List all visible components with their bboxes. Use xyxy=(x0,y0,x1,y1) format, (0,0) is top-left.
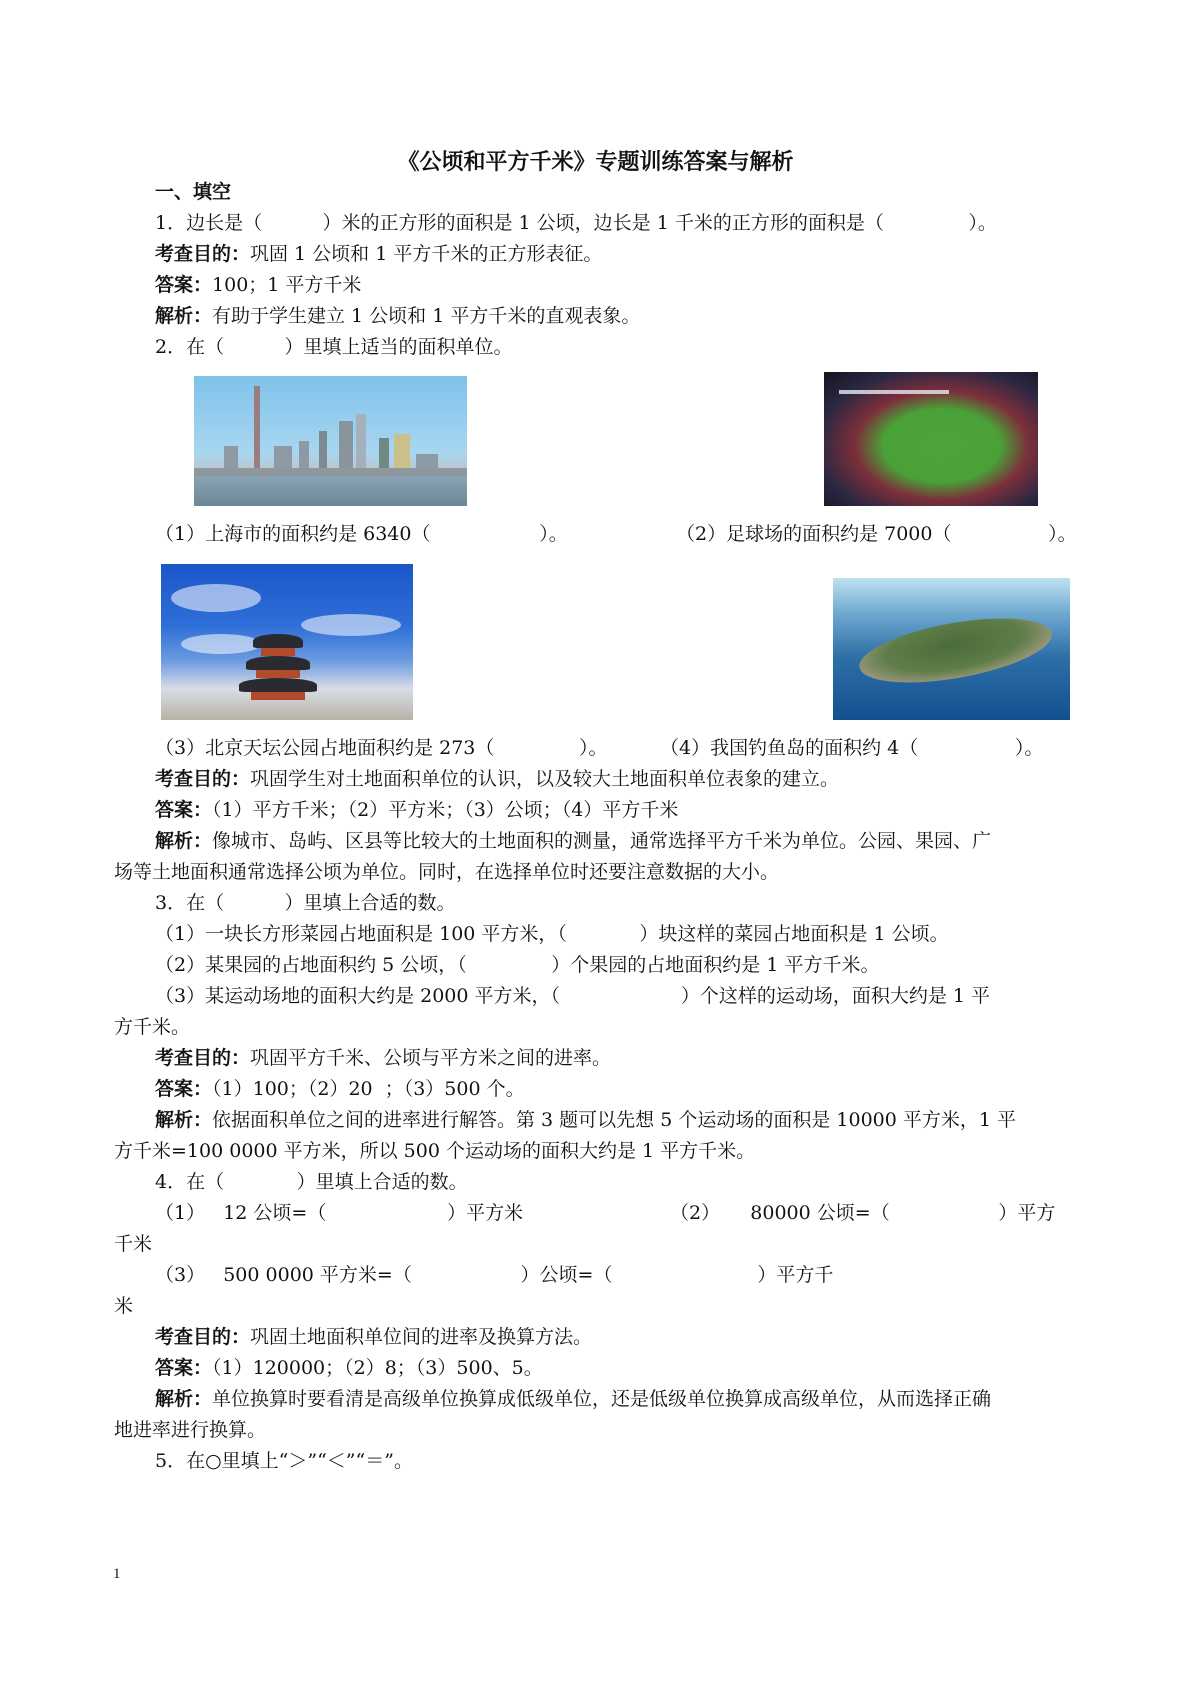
q3-item-3-cont: 方千米。 xyxy=(114,1016,191,1038)
q4-item-2-cont: 千米 xyxy=(114,1233,153,1255)
q4-analysis-cont: 地进率进行换算。 xyxy=(114,1419,267,1441)
q4-answer: 答案：（1）120000；（2）8；（3）500、5。 xyxy=(155,1357,543,1379)
q2-question: 2．在（ ）里填上适当的面积单位。 xyxy=(155,336,513,358)
document-title: 《公顷和平方千米》专题训练答案与解析 xyxy=(397,150,794,175)
q2-item-1: （1）上海市的面积约是 6340（ ）。 xyxy=(155,523,568,545)
q3-analysis: 解析：依据面积单位之间的进率进行解答。第 3 题可以先想 5 个运动场的面积是 10000 平方米，1 平 xyxy=(155,1109,1017,1131)
q4-purpose: 考查目的：巩固土地面积单位间的进率及换算方法。 xyxy=(155,1326,593,1348)
q3-question: 3．在（ ）里填上合适的数。 xyxy=(155,892,456,914)
temple-of-heaven-image xyxy=(161,564,413,720)
q1-question: 1．边长是（ ）米的正方形的面积是 1 公顷，边长是 1 千米的正方形的面积是（ ）。 xyxy=(155,212,997,234)
q4-item-1: （1） 12 公顷=（ ）平方米 xyxy=(155,1202,524,1224)
q2-analysis-cont: 场等土地面积通常选择公顷为单位。同时，在选择单位时还要注意数据的大小。 xyxy=(114,861,780,883)
football-stadium-image xyxy=(824,372,1038,506)
section-heading: 一、填空 xyxy=(155,181,232,203)
page-number: 1 xyxy=(113,1566,121,1582)
purpose-label: 考查目的： xyxy=(155,243,251,265)
q2-item-4: （4）我国钓鱼岛的面积约 4（ ）。 xyxy=(660,737,1044,759)
q2-purpose: 考查目的：巩固学生对土地面积单位的认识，以及较大土地面积单位表象的建立。 xyxy=(155,768,840,790)
q1-answer: 答案：100；1 平方千米 xyxy=(155,274,362,296)
q2-answer: 答案：（1）平方千米；（2）平方米；（3）公顷；（4）平方千米 xyxy=(155,799,679,821)
q4-item-2: （2） 80000 公顷=（ ）平方 xyxy=(670,1202,1056,1224)
q4-item-3: （3） 500 0000 平方米=（ ）公顷=（ ）平方千 xyxy=(155,1264,834,1286)
q3-analysis-cont: 方千米=100 0000 平方米，所以 500 个运动场的面积大约是 1 平方千米。 xyxy=(114,1140,756,1162)
q3-item-1: （1）一块长方形菜园占地面积是 100 平方米，（ ）块这样的菜园占地面积是 1 公顷。 xyxy=(155,923,949,945)
answer-label: 答案： xyxy=(155,274,213,296)
q3-item-3: （3）某运动场地的面积大约是 2000 平方米，（ ）个这样的运动场，面积大约是 1 平 xyxy=(155,985,990,1007)
diaoyu-island-image xyxy=(833,578,1070,720)
q4-question: 4．在（ ）里填上合适的数。 xyxy=(155,1171,468,1193)
q4-item-3-cont: 米 xyxy=(114,1295,134,1317)
q5-question: 5．在○里填上“＞”“＜”“＝”。 xyxy=(155,1450,413,1472)
q2-item-2: （2）足球场的面积约是 7000（ ）。 xyxy=(676,523,1077,545)
shanghai-skyline-image xyxy=(194,376,467,506)
analysis-label: 解析： xyxy=(155,305,213,327)
q4-analysis: 解析：单位换算时要看清是高级单位换算成低级单位，还是低级单位换算成高级单位，从而选择正确 xyxy=(155,1388,992,1410)
q3-purpose: 考查目的：巩固平方千米、公顷与平方米之间的进率。 xyxy=(155,1047,612,1069)
q2-item-3: （3）北京天坛公园占地面积约是 273（ ）。 xyxy=(155,737,608,759)
q3-item-2: （2）某果园的占地面积约 5 公顷，（ ）个果园的占地面积约是 1 平方千米。 xyxy=(155,954,880,976)
q1-purpose: 考查目的：巩固 1 公顷和 1 平方千米的正方形表征。 xyxy=(155,243,603,265)
q1-analysis: 解析：有助于学生建立 1 公顷和 1 平方千米的直观表象。 xyxy=(155,305,641,327)
q3-answer: 答案：（1）100；（2）20 ；（3）500 个。 xyxy=(155,1078,525,1100)
q2-analysis: 解析：像城市、岛屿、区县等比较大的土地面积的测量，通常选择平方千米为单位。公园、果园、广 xyxy=(155,830,992,852)
